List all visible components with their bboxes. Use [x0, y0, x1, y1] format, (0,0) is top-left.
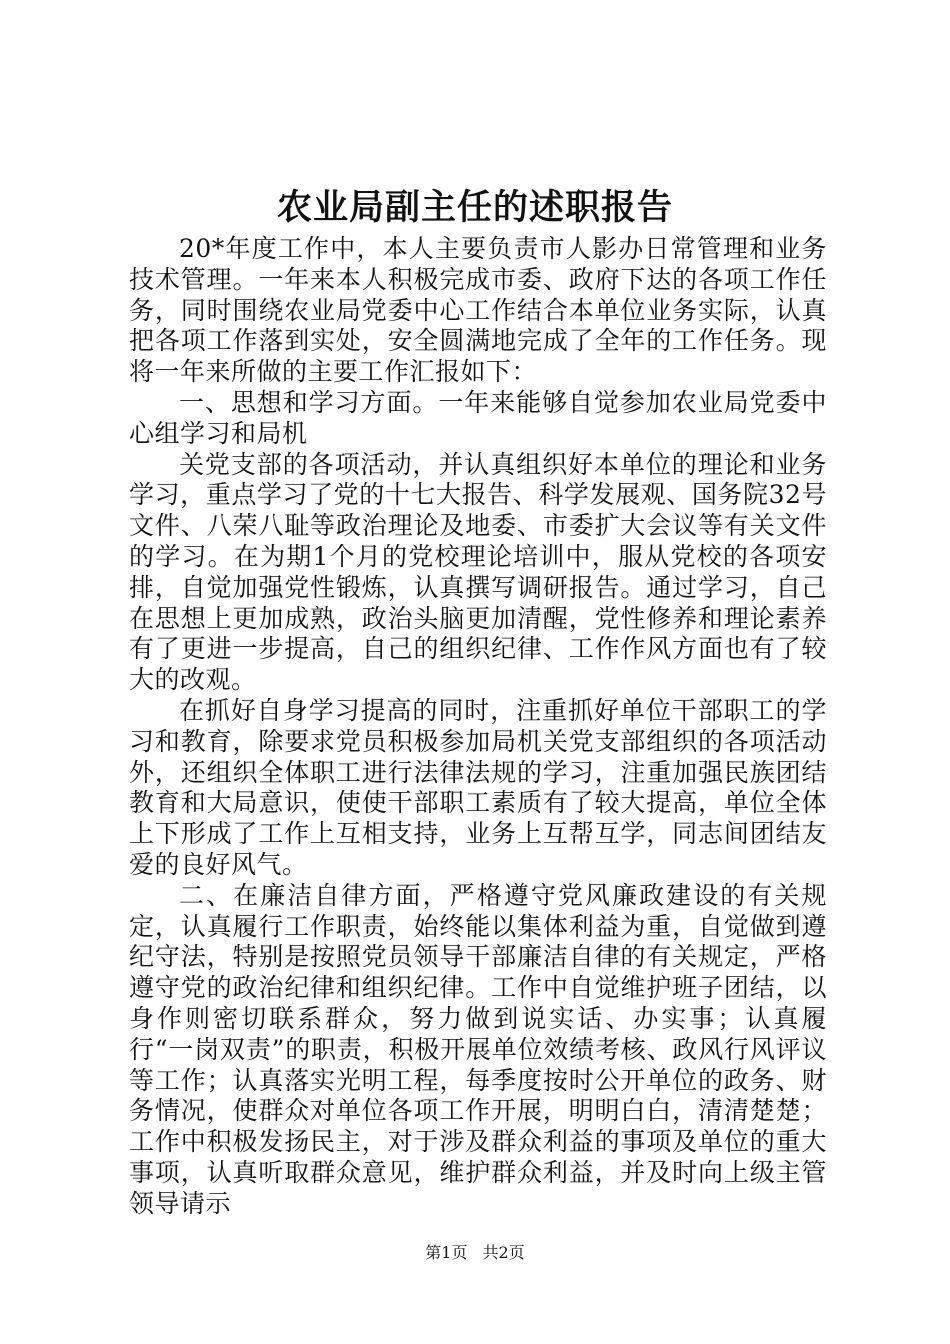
page-total: 共2页: [482, 1243, 525, 1262]
paragraph-section-1-heading: 一、思想和学习方面。一年来能够自觉参加农业局党委中心组学习和局机: [129, 387, 827, 448]
page-footer: [0, 1243, 950, 1263]
paragraph-section-2-integrity: 二、在廉洁自律方面，严格遵守党风廉政建设的有关规定，认真履行工作职责，始终能以集体利益为重，自觉做到遵纪守法，特别是按照党员领导干部廉洁自律的有关规定，严格遵守党的政治纪律和组织纪律。工作中自觉维护班子团结，以身作则密切联系群众，努力做到说实话、办实事；认真履行“一岗双责”的职责，积极开展单位效绩考核、政风行风评议等工作；认真落实光明工程，每季度按时公开单位的政务、财务情况，使群众对单位各项工作开展，明明白白，清清楚楚；工作中积极发扬民主，对于涉及群众利益的事项及单位的重大事项，认真听取群众意见，维护群众利益，并及时向上级主管领导请示: [129, 880, 827, 1218]
page-number: 第1页: [425, 1243, 468, 1262]
paragraph-staff-education: 在抓好自身学习提高的同时，注重抓好单位干部职工的学习和教育，除要求党员积极参加局机关党支部组织的各项活动外，还组织全体职工进行法律法规的学习，注重加强民族团结教育和大局意识，使使干部职工素质有了较大提高，单位全体上下形成了工作上互相支持，业务上互帮互学，同志间团结友爱的良好风气。: [129, 695, 827, 879]
paragraph-study-activities: 关党支部的各项活动，并认真组织好本单位的理论和业务学习，重点学习了党的十七大报告、科学发展观、国务院32号文件、八荣八耻等政治理论及地委、市委扩大会议等有关文件的学习。在为期1个月的党校理论培训中，服从党校的各项安排，自觉加强党性锻炼，认真撰写调研报告。通过学习，自己在思想上更加成熟，政治头脑更加清醒，党性修养和理论素养有了更进一步提高，自己的组织纪律、工作作风方面也有了较大的改观。: [129, 449, 827, 695]
paragraph-intro: 20*年度工作中，本人主要负责市人影办日常管理和业务技术管理。一年来本人积极完成市委、政府下达的各项工作任务，同时围绕农业局党委中心工作结合本单位业务实际，认真把各项工作落到实处，安全圆满地完成了全年的工作任务。现将一年来所做的主要工作汇报如下：: [129, 234, 827, 387]
document-body: [129, 234, 827, 1220]
document-title: 农业局副主任的述职报告: [276, 187, 673, 228]
